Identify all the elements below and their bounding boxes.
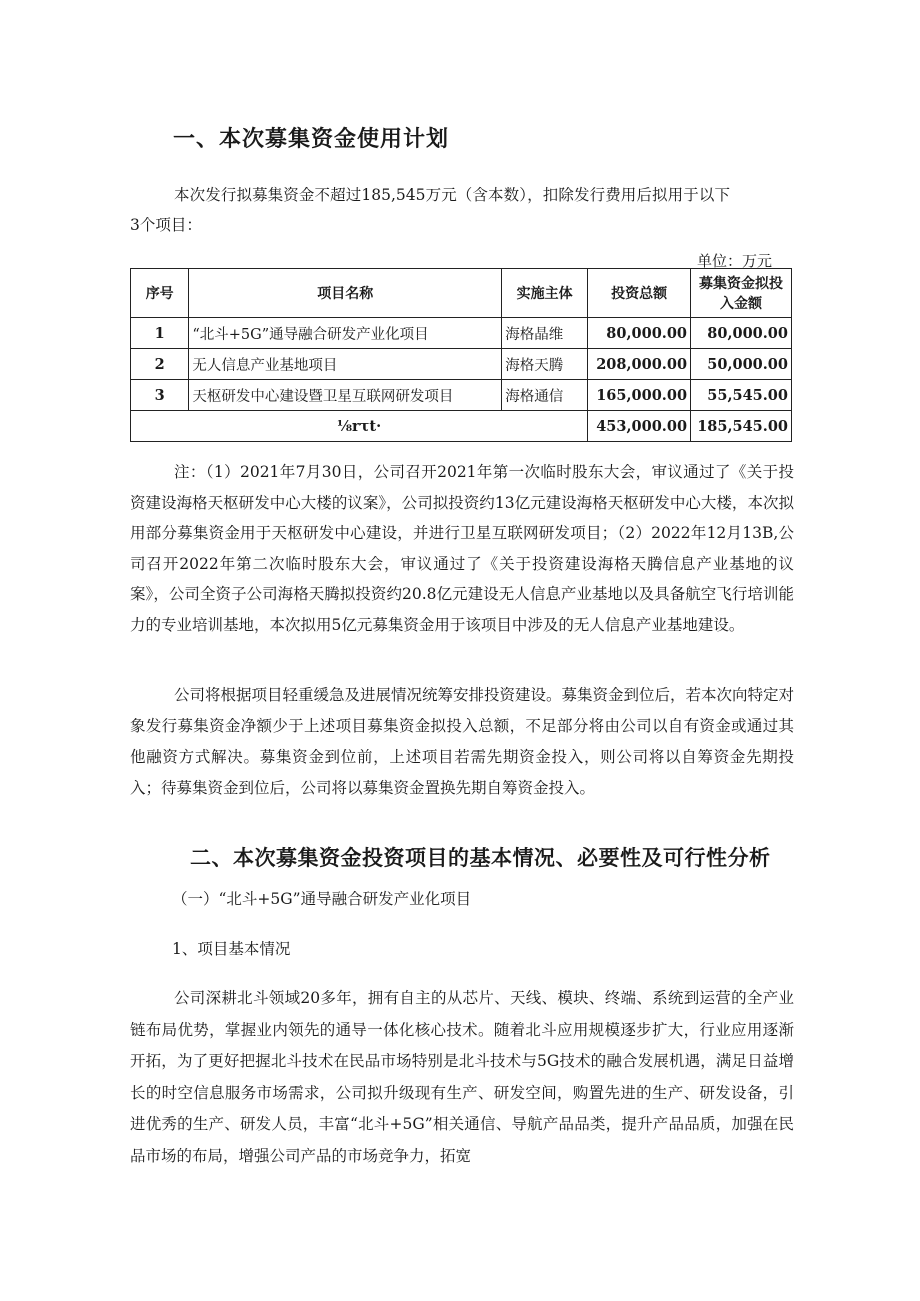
cell-name: 无人信息产业基地项目 (189, 349, 502, 380)
cell-no: 3 (131, 380, 189, 411)
total-raised: 185,545.00 (691, 411, 792, 442)
cell-entity: 海格天腾 (502, 349, 588, 380)
cell-entity: 海格晶维 (502, 318, 588, 349)
cell-investment: 208,000.00 (588, 349, 691, 380)
total-investment: 453,000.00 (588, 411, 691, 442)
fund-usage-table (130, 268, 792, 442)
header-investment: 投资总额 (588, 269, 691, 318)
plan-paragraph: 公司将根据项目轻重缓急及进展情况统筹安排投资建设。募集资金到位后，若本次向特定对象发行募集资金净额少于上述项目募集资金拟投入总额，不足部分将由公司以自有资金或通过其他融资方式解决。募集资金到位前，上述项目若需先期资金投入，则公司将以自筹资金先期投入；待募集资金到位后，公司将以募集资金置换先期自筹资金投入。 (130, 686, 795, 797)
header-name: 项目名称 (189, 269, 502, 318)
section-2-heading: 二、本次募集资金投资项目的基本情况、必要性及可行性分析 (190, 846, 771, 870)
subsubsection-heading: 1、项目基本情况 (172, 940, 291, 958)
cell-no: 2 (131, 349, 189, 380)
cell-no: 1 (131, 318, 189, 349)
table-row (131, 380, 792, 411)
cell-raised: 50,000.00 (691, 349, 792, 380)
total-label: ⅛rτt· (131, 411, 588, 442)
section-1-heading: 一、本次募集资金使用计划 (173, 127, 450, 152)
cell-investment: 165,000.00 (588, 380, 691, 411)
table-row (131, 318, 792, 349)
table-total-row (131, 411, 792, 442)
cell-raised: 80,000.00 (691, 318, 792, 349)
header-entity: 实施主体 (502, 269, 588, 318)
table-header-row (131, 269, 792, 318)
cell-name: 天枢研发中心建设暨卫星互联网研发项目 (189, 380, 502, 411)
unit-label: 单位：万元 (697, 252, 773, 270)
intro-paragraph: 本次发行拟募集资金不超过185,545万元（含本数），扣除发行费用后拟用于以下3个项目： (130, 186, 730, 234)
table-row (131, 349, 792, 380)
note-paragraph: 注：（1）2021年7月30日，公司召开2021年第一次临时股东大会，审议通过了《关于投资建设海格天枢研发中心大楼的议案》，公司拟投资约13亿元建设海格天枢研发中心大楼，本次拟用部分募集资金用于天枢研发中心建设，并进行卫星互联网研发项目；（2）2022年12月13B,公司召开2022年第二次临时股东大会，审议通过了《关于投资建设海格天腾信息产业基地的议案》，公司全资子公司海格天腾拟投资约20.8亿元建设无人信息产业基地以及具备航空飞行培训能力的专业培训基地，本次拟用5亿元募集资金用于该项目中涉及的无人信息产业基地建设。 (130, 463, 794, 634)
header-no: 序号 (131, 269, 189, 318)
cell-investment: 80,000.00 (588, 318, 691, 349)
body-paragraph: 公司深耕北斗领域20多年，拥有自主的从芯片、天线、模块、终端、系统到运营的全产业链布局优势，掌握业内领先的通导一体化核心技术。随着北斗应用规模逐步扩大，行业应用逐渐开拓，为了更好把握北斗技术在民品市场特别是北斗技术与5G技术的融合发展机遇，满足日益增长的时空信息服务市场需求，公司拟升级现有生产、研发空间，购置先进的生产、研发设备，引进优秀的生产、研发人员，丰富“北斗+5G”相关通信、导航产品品类，提升产品品质，加强在民品市场的布局，增强公司产品的市场竞争力，拓宽 (130, 989, 794, 1165)
cell-raised: 55,545.00 (691, 380, 792, 411)
subsection-heading: （一）“北斗+5G”通导融合研发产业化项目 (172, 890, 472, 908)
cell-name: “北斗+5G”通导融合研发产业化项目 (189, 318, 502, 349)
header-raised: 募集资金拟投入金额 (691, 269, 792, 318)
cell-entity: 海格通信 (502, 380, 588, 411)
